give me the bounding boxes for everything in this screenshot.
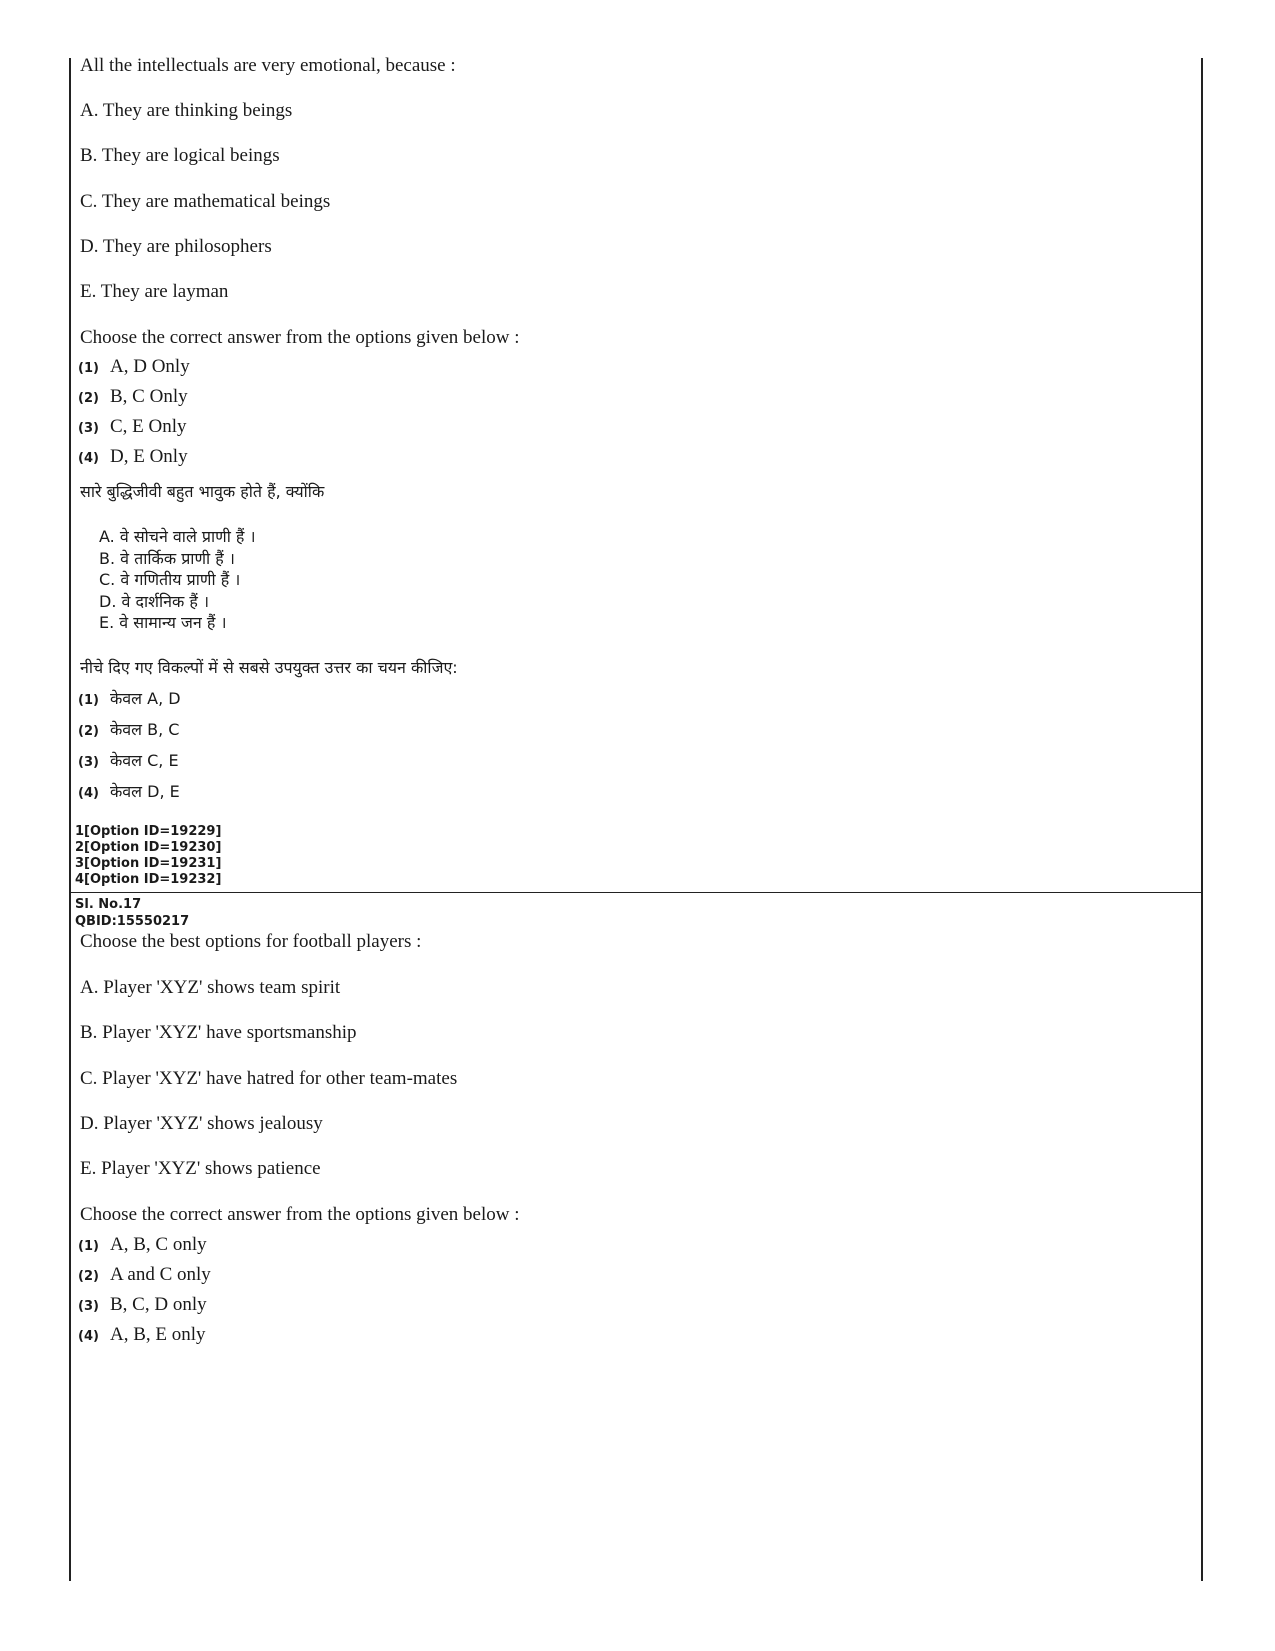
option-number: (4) [78,786,99,801]
q16-option-id-2: 2[Option ID=19230] [75,840,222,855]
q16-statement-c: C. They are mathematical beings [80,191,331,212]
q16-statement-b: B. They are logical beings [80,145,280,166]
q16-option-3[interactable] [78,416,187,438]
option-number: (4) [78,1329,99,1344]
option-number: (2) [78,724,99,739]
q16-option-4[interactable] [78,446,188,468]
q17-statement-c: C. Player 'XYZ' have hatred for other team-mates [80,1068,458,1089]
q17-statement-e: E. Player 'XYZ' shows patience [80,1158,321,1179]
q16-hindi-option-4[interactable] [78,780,180,802]
q16-hindi-instruction: नीचे दिए गए विकल्पों में से सबसे उपयुक्त उत्तर का चयन कीजिए: [80,658,458,677]
q16-instruction: Choose the correct answer from the options given below : [80,327,520,348]
q16-hindi-stem: सारे बुद्धिजीवी बहुत भावुक होते हैं, क्योंकि [80,482,325,501]
option-text: D, E Only [110,446,188,467]
q16-option-id-1: 1[Option ID=19229] [75,824,222,839]
option-number: (1) [78,693,99,708]
option-number: (1) [78,1239,99,1254]
q17-option-2[interactable] [78,1264,211,1286]
option-number: (3) [78,1299,99,1314]
q17-option-3[interactable] [78,1294,207,1316]
q16-option-id-3: 3[Option ID=19231] [75,856,222,871]
q16-hindi-statement-c: C. वे गणितीय प्राणी हैं । [99,570,241,589]
q16-hindi-option-2[interactable] [78,718,179,740]
q16-option-2[interactable] [78,386,188,408]
q17-statement-b: B. Player 'XYZ' have sportsmanship [80,1022,357,1043]
q17-stem: Choose the best options for football players : [80,931,422,952]
option-text: केवल C, E [110,751,179,770]
q16-option-1[interactable] [78,356,190,378]
option-number: (3) [78,421,99,436]
q17-option-1[interactable] [78,1234,207,1256]
q16-hindi-statement-e: E. वे सामान्य जन हैं । [99,613,227,632]
option-text: A, B, C only [110,1234,207,1255]
option-number: (3) [78,755,99,770]
option-text: C, E Only [110,416,187,437]
q16-option-id-4: 4[Option ID=19232] [75,872,222,887]
q17-instruction: Choose the correct answer from the options given below : [80,1204,520,1225]
option-text: केवल D, E [110,782,180,801]
option-number: (2) [78,391,99,406]
q17-sl-no: Sl. No.17 [75,897,142,912]
q16-hindi-option-3[interactable] [78,749,179,771]
option-number: (1) [78,361,99,376]
option-number: (4) [78,451,99,466]
option-text: A and C only [110,1264,211,1285]
q16-statement-a: A. They are thinking beings [80,100,293,121]
option-number: (2) [78,1269,99,1284]
q17-qbid: QBID:15550217 [75,914,190,929]
q17-statement-d: D. Player 'XYZ' shows jealousy [80,1113,323,1134]
question-sheet [69,55,1203,1581]
option-text: केवल B, C [110,720,180,739]
q16-stem: All the intellectuals are very emotional, because : [80,55,456,76]
option-text: केवल A, D [110,689,181,708]
option-text: B, C, D only [110,1294,207,1315]
q17-option-4[interactable] [78,1324,206,1346]
question-divider [71,892,1201,893]
option-text: A, D Only [110,356,190,377]
option-text: B, C Only [110,386,188,407]
q16-hindi-statement-b: B. वे तार्किक प्राणी हैं । [99,549,235,568]
q16-hindi-option-1[interactable] [78,687,181,709]
q16-statement-e: E. They are layman [80,281,229,302]
q16-statement-d: D. They are philosophers [80,236,272,257]
option-text: A, B, E only [110,1324,206,1345]
q17-statement-a: A. Player 'XYZ' shows team spirit [80,977,341,998]
q16-hindi-statement-a: A. वे सोचने वाले प्राणी हैं । [99,527,256,546]
q16-hindi-statement-d: D. वे दार्शनिक हैं । [99,592,210,611]
